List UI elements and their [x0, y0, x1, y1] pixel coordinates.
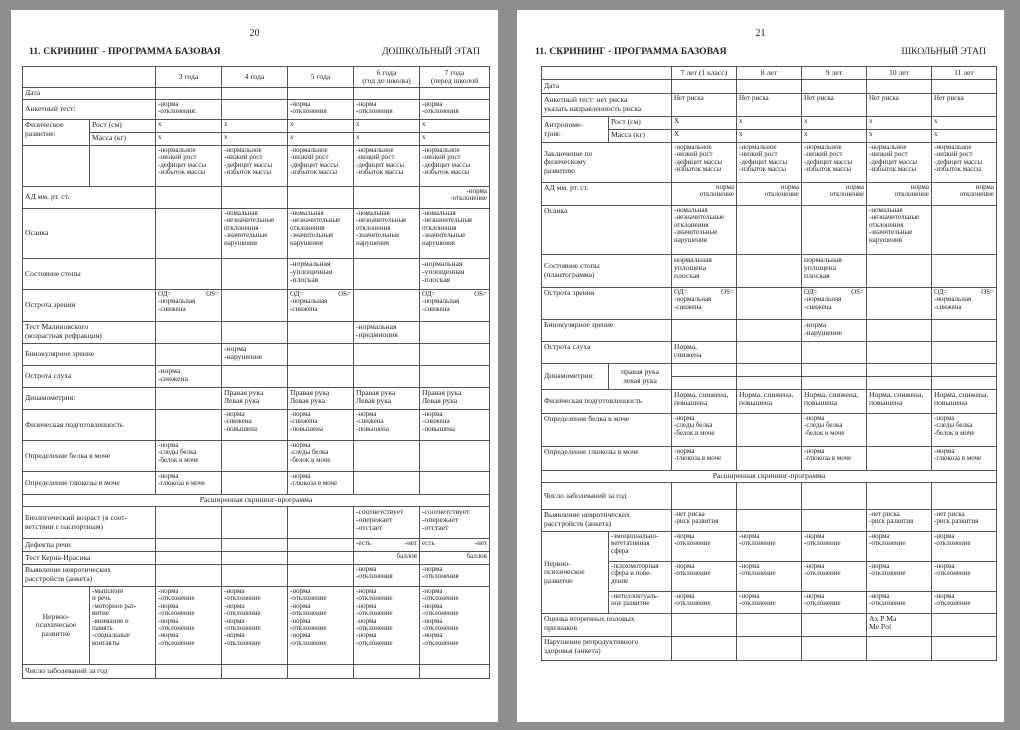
table-row: Физическое развитие: Рост (см) x x x x x: [23, 120, 490, 133]
table-row: Острота слуха -норма -снижена: [23, 366, 490, 388]
row-label: Нервно- психическое развитие: [542, 532, 609, 614]
column-header: 7 лет (1 класс): [672, 67, 737, 80]
table-row: Физическая подготовленность Норма, снижена, повышена Норма, снижена, повышена Норма, снижена, повышена Норма, снижена, повышена Норма, снижена, повышена: [542, 390, 997, 414]
row-label: Выявление невротических расстройств (анкета): [23, 565, 156, 587]
table-row: Масса (кг) Х x x x x: [542, 130, 997, 143]
page-20: [11, 10, 498, 722]
table-row: Определение белка в моче -норма -следы белка -белок в моче -норма -следы белка -белок в моче: [23, 441, 490, 472]
row-label: Определение глюкозы в моче: [542, 447, 672, 471]
row-sublabel: -психомоторная сфера и пове- дение: [609, 562, 672, 592]
stage-title: ШКОЛЬНЫЙ ЭТАП: [901, 46, 986, 57]
section-extended: Расширенная скрининг-программа: [23, 495, 490, 507]
page-number: 20: [249, 28, 260, 39]
row-label: Дата: [23, 88, 156, 100]
table-row: [23, 665, 490, 679]
row-label: Состояние стопы (плантограмма): [542, 255, 672, 288]
row-label: Выявление невротических расстройств (анкета): [542, 510, 672, 532]
row-label: Острота зрения: [23, 290, 156, 322]
row-sublabel: Рост (см): [90, 120, 156, 133]
table-row: Заключение по физическому развитию -нормальное -низкий рост -дефицит массы -избыток массы -нормальное -низкий рост -дефицит массы -избыток массы -нормальное -низкий рост -дефицит массы -избыток массы -нормальное -низкий рост -дефицит массы -избыток массы -нормальное -низкий рост -дефицит массы -избыток массы: [542, 143, 997, 183]
row-label: Оценка вторичных половых признаков: [542, 614, 672, 637]
row-label: Физическая подготовленность: [542, 390, 672, 414]
table-row: Острота зрения ОД= OS= -нормальная -снижена ОД= OS= -нормальная -снижена ОД= OS= -нормальная -снижена: [23, 290, 490, 322]
table-row: Состояние стопы (плантограмма) нормальная уплощена плоская нормальная уплощена плоская: [542, 255, 997, 288]
table-row: Анкетный тест: -норма -отклонения: -норма -отклонения -норма -отклонения -норма -отклонения: [23, 100, 490, 120]
row-sublabel: Рост (см): [609, 117, 672, 130]
column-header: 4 года: [222, 67, 288, 88]
section-extended: Расширенная скрининг-программа: [542, 471, 997, 483]
table-row: [23, 88, 490, 100]
screening-table-preschool: [22, 66, 490, 679]
stage-title: ДОШКОЛЬНЫЙ ЭТАП: [382, 46, 480, 57]
row-label: Физическая подготовленность: [23, 410, 156, 441]
column-header: 9 лет: [802, 67, 867, 80]
row-label: Число заболеваний за год: [23, 665, 156, 679]
table-row: [542, 637, 997, 661]
row-sublabel: -интеллектуаль- ное развитие: [609, 592, 672, 614]
row-sublabel: -мышлени и речь -моторное раз- витие -внимание и память -социальные контакты: [90, 587, 156, 665]
page-header: [29, 46, 480, 60]
column-header: 5 года: [288, 67, 354, 88]
table-row: Тест Малиновского (возрастная рефракция) -нормальная -предмиопия: [23, 322, 490, 344]
table-row: Бинокулярное зрение -норма -нарушение: [542, 320, 997, 342]
table-row: Определение глюкозы в моче -норма -глюкоза в моче -норма -глюкоза в моче -норма -глюкоза в моче: [542, 447, 997, 471]
table-row: -психомоторная сфера и пове- дение -норма -отклонение -норма -отклонение -норма -отклонение -норма -отклонение -норма -отклонение: [542, 562, 997, 592]
table-row: Анкетный тест: нет риска указать направленность риска Нет риска Нет риска Нет риска Нет риска Нет риска: [542, 94, 997, 117]
table-row: АД мм. рт. ст. -норма -отклонение: [23, 187, 490, 209]
row-label: Бинокулярное зрение: [23, 344, 156, 366]
row-label: Дефекты речи: [23, 539, 156, 552]
table-row: Выявление невротических расстройств (анкета) -нет риска -риск развития -нет риска -риск развития -нет риска -риск развития: [542, 510, 997, 532]
page-21: [517, 10, 1004, 722]
row-label: Определение белка в моче: [23, 441, 156, 472]
row-label: АД мм. рт. ст.: [542, 183, 672, 206]
row-label: Динамометрия:: [542, 364, 609, 390]
row-label: Анкетный тест:: [23, 100, 156, 120]
table-header-row: [23, 67, 490, 88]
row-label: Бинокулярное зрение: [542, 320, 672, 342]
table-header-row: [542, 67, 997, 80]
table-row: Физическая подготовленность -норма -снижена -повышена -норма -снижена -повышена -норма -снижена -повышена -норма -снижена -повышена: [23, 410, 490, 441]
table-row: Бинокулярное зрение -норма -нарушение: [23, 344, 490, 366]
section-row: [23, 495, 490, 507]
section-title: 11. СКРИНИНГ - ПРОГРАММА БАЗОВАЯ: [535, 46, 727, 57]
table-row: -интеллектуаль- ное развитие -норма -отклонение -норма -отклонение -норма -отклонение -норма -отклонение -норма -отклонение: [542, 592, 997, 614]
screening-table-school: [541, 66, 997, 661]
row-label: Тест Малиновского (возрастная рефракция): [23, 322, 156, 344]
table-row: -нормальное -низкий рост -дефицит массы -избыток массы -нормальное -низкий рост -дефицит массы -избыток массы -нормальное -низкий рост -дефицит массы -избыток массы -нормальное -низкий рост -дефицит массы -избыток массы -нормальное -низкий рост -дефицит массы -избыток массы: [23, 146, 490, 187]
row-sublabel: правая рука левая рука: [609, 364, 672, 390]
page-header: [535, 46, 986, 60]
table-row: Осанка -номальная -незначительные отклонения -значительные нарушения -номальная -незначительные отклонения -значительные нарушения: [542, 206, 997, 255]
column-header: 8 лет: [737, 67, 802, 80]
table-row: Острота слуха Норма, снижена: [542, 342, 997, 364]
row-sublabel: -эмоционально- вегетативная сфера: [609, 532, 672, 562]
table-row: Биологический возраст (в соот- ветствии с паспортным) -соответствует -опережает -отстает -соответствует -опережает -отстает: [23, 507, 490, 539]
row-label: Число заболеваний за год: [542, 483, 672, 510]
table-row: Выявление невротических расстройств (анкета) -норма -отклонения -норма -отклонения: [23, 565, 490, 587]
table-row: Определение глюкозы в моче -норма -глюкоза в моче -норма -глюкоза в моче: [23, 472, 490, 495]
row-sublabel: Масса (кг): [90, 133, 156, 146]
row-label: Определение глюкозы в моче: [23, 472, 156, 495]
row-label: Нервно- психическое развитие: [23, 587, 90, 665]
row-label: Осанка: [23, 209, 156, 259]
page-number: 21: [755, 28, 766, 39]
row-label: Анкетный тест: нет риска указать направленность риска: [542, 94, 672, 117]
table-row: Дефекты речи -есть -нет есть -нет: [23, 539, 490, 552]
table-row: Динамометрия: Правая рука Левая рука Правая рука Левая рука Правая рука Левая рука Правая рука Левая рука: [23, 388, 490, 410]
row-sublabel: Масса (кг): [609, 130, 672, 143]
row-label: Тест Керна-Ирасика: [23, 552, 156, 565]
row-label: Нарушение репродуктивного здоровья (анкета): [542, 637, 672, 661]
column-header: 3 года: [156, 67, 222, 88]
row-label: Биологический возраст (в соот- ветствии с паспортным): [23, 507, 156, 539]
table-row: Нервно- психическое развитие -эмоционально- вегетативная сфера -норма -отклонение -норма -отклонение -норма -отклонение -норма -отклонение -норма -отклонение: [542, 532, 997, 562]
table-row: [542, 483, 997, 510]
row-label: Острота зрения: [542, 288, 672, 320]
table-row: [542, 80, 997, 94]
row-label: Осанка: [542, 206, 672, 255]
row-label: Антропоме- трия:: [542, 117, 609, 143]
row-label: Заключение по физическому развитию: [542, 143, 672, 183]
row-label: Динамометрия:: [23, 388, 156, 410]
row-label: Острота слуха: [542, 342, 672, 364]
table-row: Масса (кг) x x x x x: [23, 133, 490, 146]
table-row: Определение белка в моче -норма -следы белка -белок в моче -норма -следы белка -белок в моче -норма -следы белка -белок в моче: [542, 414, 997, 447]
row-label: Физическое развитие:: [23, 120, 90, 146]
table-row: Тест Керна-Ирасика баллов баллов: [23, 552, 490, 565]
row-label: Состояние стопы: [23, 259, 156, 290]
column-header: 7 года (перед школой: [420, 67, 490, 88]
table-row: Острота зрения ОД= OS= -нормальная -снижена ОД= OS= -нормальная -снижена ОД= OS= -нормальная -снижена: [542, 288, 997, 320]
table-row: [542, 364, 997, 377]
row-label: Дата: [542, 80, 672, 94]
row-label: Определение белка в моче: [542, 414, 672, 447]
table-row: Осанка -номальная -незначительные отклонения -значительные нарушения -номальная -незначительные отклонения -значительные нарушения -номальная -незначительные отклонения -значительные нарушения -номальная -незначительные отклонения -значительные нарушения: [23, 209, 490, 259]
section-title: 11. СКРИНИНГ - ПРОГРАММА БАЗОВАЯ: [29, 46, 221, 57]
section-row: [542, 471, 997, 483]
row-label: АД мм. рт. ст.: [23, 187, 156, 209]
table-row: Антропоме- трия: Рост (см) Х x x x x: [542, 117, 997, 130]
row-label: Острота слуха: [23, 366, 156, 388]
column-header: 6 года (год до школы): [354, 67, 420, 88]
table-row: Нервно- психическое развитие -мышлени и речь -моторное раз- витие -внимание и память -социальные контакты -норма -отклонение -норма -отклонение -норма -отклонение -норма -отклонение -норма -отклонение -норма -отклонение -норма -отклонение -норма -отклонение -норма -отклонение -норма -отклонение -норма -отклонение -норма -отклонение -норма -отклонение -норма -отклонение -норма -отклонение -норма -отклонение -норма -отклонение -норма -отклонение -норма -отклонение -норма -отклонение: [23, 587, 490, 665]
table-row: Оценка вторичных половых признаков Ах Р Ма Ме Pol: [542, 614, 997, 637]
column-header: 11 лет: [932, 67, 997, 80]
table-row: Состояние стопы -нормальная -уплощенная -плоская -нормальная -уплощенная -плоская: [23, 259, 490, 290]
table-row: АД мм. рт. ст. норма отклонение норма отклонение норма отклонение норма отклонение норма отклонение: [542, 183, 997, 206]
column-header: 10 лет: [867, 67, 932, 80]
